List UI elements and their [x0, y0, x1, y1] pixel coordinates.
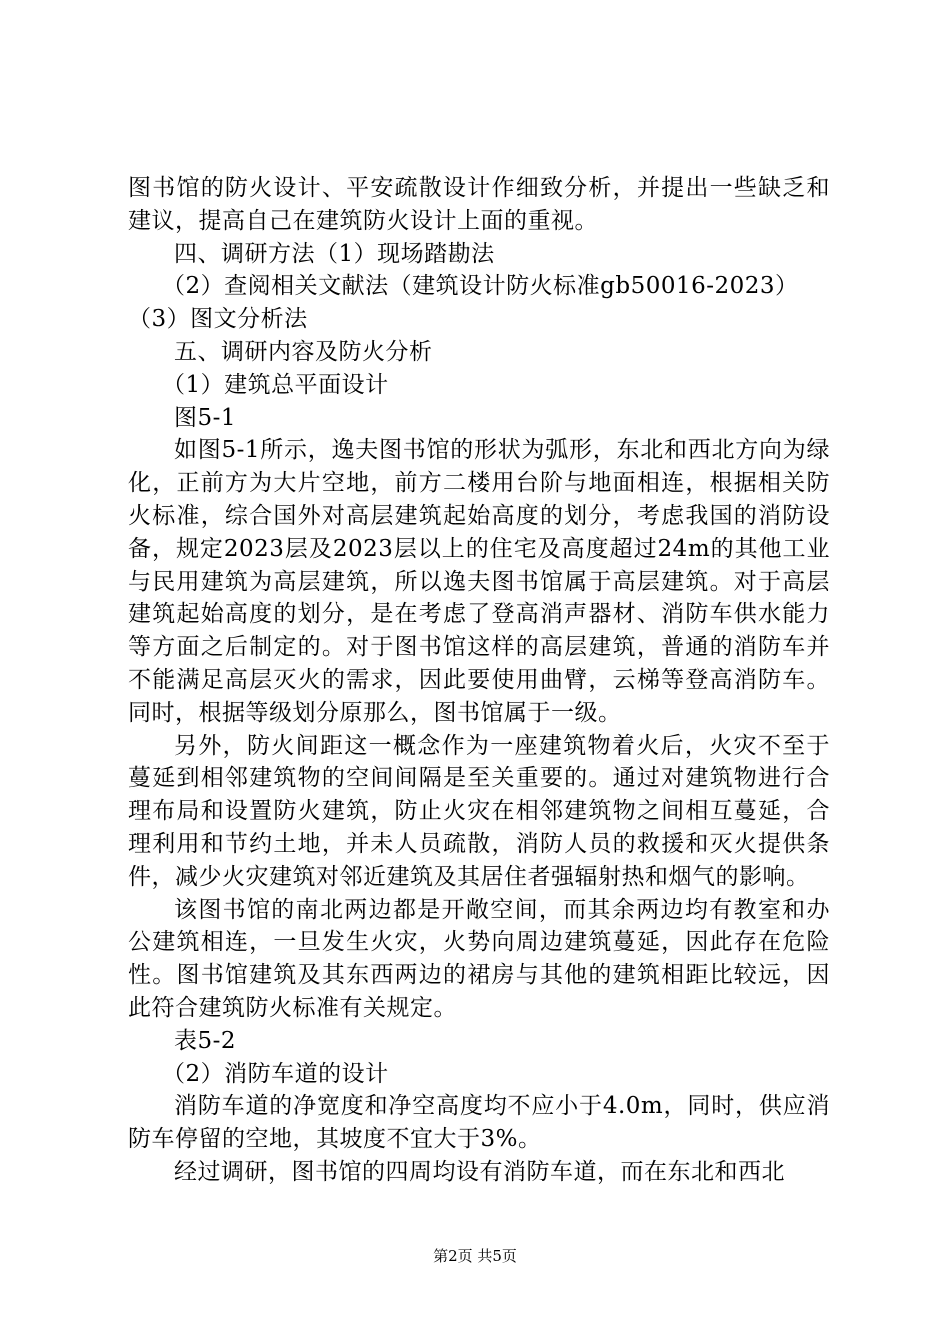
page-number: 第2页 共5页	[433, 1247, 517, 1265]
subheading-fire-lane: （2）消防车道的设计	[162, 1060, 389, 1087]
table-caption-5-2: 表5-2	[174, 1027, 237, 1054]
paragraph-intro-continuation: 图书馆的防火设计、平安疏散设计作细致分析，并提出一些缺乏和建议，提高自己在建筑防火设计上面的重视。	[128, 175, 830, 234]
method-graphic-analysis: （3）图文分析法	[128, 306, 308, 333]
paragraph-fire-lane-spec: 消防车道的净宽度和净空高度均不应小于4.0m，同时，供应消防车停留的空地，其坡度不宜大于3%。	[128, 1093, 830, 1153]
method-literature-review: （2）查阅相关文献法（建筑设计防火标准gb50016-2023）	[162, 273, 799, 300]
document-body	[128, 172, 830, 1189]
paragraph-fire-separation: 另外，防火间距这一概念作为一座建筑物着火后，火灾不至于蔓延到相邻建筑物的空间间隔是至关重要的。通过对建筑物进行合理布局和设置防火建筑，防止火灾在相邻建筑物之间相互蔓延，合理利用和节约土地，并未人员疏散，消防人员的救援和灭火提供条件，减少火灾建筑对邻近建筑及其居住者强辐射热和烟气的影响。	[128, 732, 830, 890]
subheading-site-plan: （1）建筑总平面设计	[162, 371, 389, 398]
heading-research-content: 五、调研内容及防火分析	[174, 338, 433, 365]
page-footer	[0, 1246, 950, 1266]
paragraph-fire-lane-survey: 经过调研，图书馆的四周均设有消防车道，而在东北和西北	[174, 1158, 785, 1185]
heading-research-methods: 四、调研方法（1）现场踏勘法	[174, 240, 495, 267]
paragraph-site-plan-analysis: 如图5-1所示，逸夫图书馆的形状为弧形，东北和西北方向为绿化，正前方为大片空地，前方二楼用台阶与地面相连，根据相关防火标准，综合国外对高层建筑起始高度的划分，考虑我国的消防设备，规定2023层及2023层以上的住宅及高度超过24m的其他工业与民用建筑为高层建筑，所以逸夫图书馆属于高层建筑。对于高层建筑起始高度的划分，是在考虑了登高消声器材、消防车供水能力等方面之后制定的。对于图书馆这样的高层建筑，普通的消防车并不能满足高层灭火的需求，因此要使用曲臂，云梯等登高消防车。同时，根据等级划分原那么，图书馆属于一级。	[128, 437, 830, 726]
figure-caption-5-1: 图5-1	[174, 404, 237, 431]
paragraph-surroundings: 该图书馆的南北两边都是开敞空间，而其余两边均有教室和办公建筑相连，一旦发生火灾，火势向周边建筑蔓延，因此存在危险性。图书馆建筑及其东西两边的裙房与其他的建筑相距比较远，因此符合建筑防火标准有关规定。	[128, 896, 830, 1021]
